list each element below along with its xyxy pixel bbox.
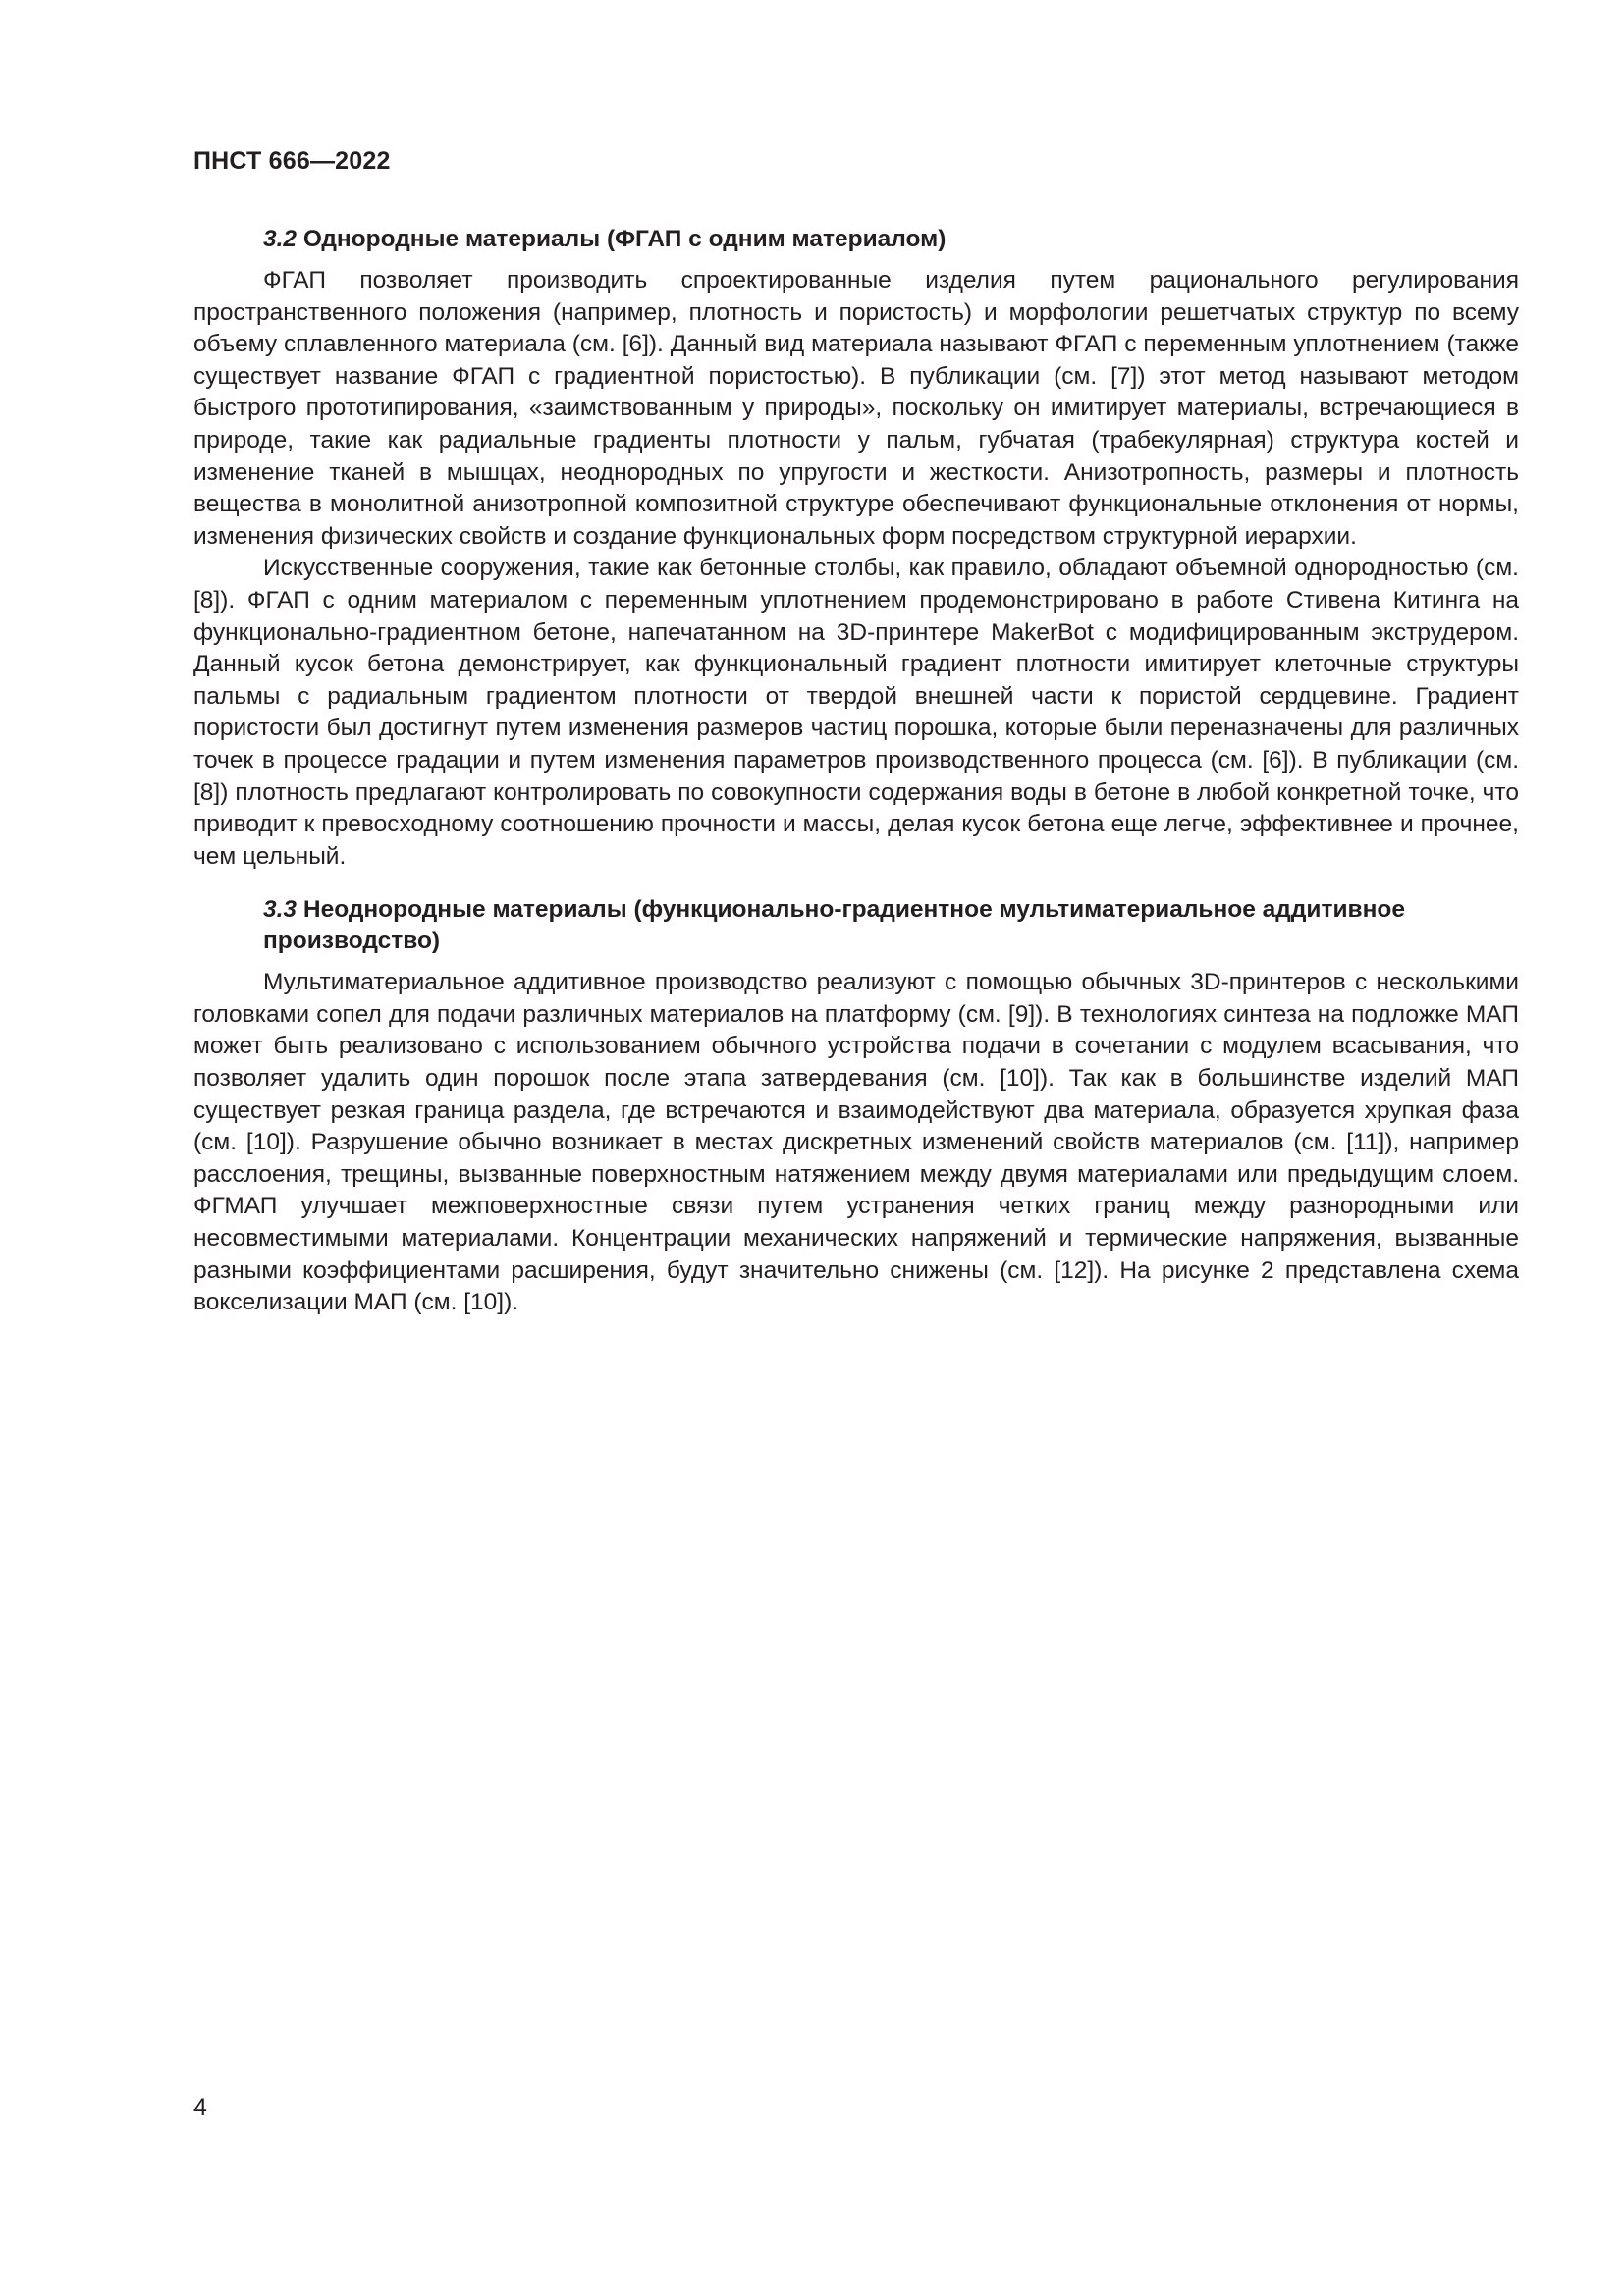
section-heading bbox=[193, 894, 1519, 957]
section-3-3 bbox=[193, 894, 1519, 1319]
section-number: 3.3 bbox=[263, 896, 298, 924]
section-heading bbox=[193, 224, 1519, 255]
section-3-2 bbox=[193, 224, 1519, 873]
paragraph: Искусственные сооружения, такие как бетонные столбы, как правило, обладают объемной однородностью (см. [8]). ФГАП с одним материалом с переменным уплотнением продемонстрировано в работе Стивена Китинга на функционально-градиентном бетоне, напечатанном на 3D-принтере MakerBot с модифицированным экструдером. Данный кусок бетона демонстрирует, как функциональный градиент плотности имитирует клеточные структуры пальмы с радиальным градиентом плотности от твердой внешней части к пористой сердцевине. Градиент пористости был достигнут путем изменения размеров частиц порошка, которые были переназначены для различных точек в процессе градации и путем изменения параметров производственного процесса (см. [6]). В публикации (см. [8]) плотность предлагают контролировать по совокупности содержания воды в бетоне в любой конкретной точке, что приводит к превосходному соотношению прочности и массы, делая кусок бетона еще легче, эффективнее и прочнее, чем цельный. bbox=[193, 555, 1519, 870]
page-content bbox=[193, 224, 1519, 1341]
section-title: Однородные материалы (ФГАП с одним материалом) bbox=[297, 226, 947, 252]
section-number: 3.2 bbox=[263, 226, 298, 252]
page-number: 4 bbox=[193, 2094, 207, 2121]
paragraph: Мультиматериальное аддитивное производство реализуют с помощью обычных 3D-принтеров с несколькими головками сопел для подачи различных материалов на платформу (см. [9]). В технологиях синтеза на подложке МАП может быть реализовано с использованием обычного устройства подачи в сочетании с модулем всасывания, что позволяет удалить один порошок после этапа затвердевания (см. [10]). Так как в большинстве изделий МАП существует резкая граница раздела, где встречаются и взаимодействуют два материала, образуется хрупкая фаза (см. [10]). Разрушение обычно возникает в местах дискретных изменений свойств материалов (см. [11]), например расслоения, трещины, вызванные поверхностным натяжением между двумя материалами или предыдущим слоем. ФГМАП улучшает межповерхностные связи путем устранения четких границ между разнородными или несовместимыми материалами. Концентрации механических напряжений и термические напряжения, вызванные разными коэффициентами расширения, будут значительно снижены (см. [12]). На рисунке 2 представлена схема вокселизации МАП (см. [10]). bbox=[193, 969, 1519, 1316]
section-title: Неоднородные материалы (функционально-градиентное мультиматериальное аддитивное производство) bbox=[263, 896, 1405, 955]
document-code: ПНСТ 666—2022 bbox=[193, 147, 391, 175]
paragraph: ФГАП позволяет производить спроектированные изделия путем рационального регулирования пространственного положения (например, плотность и пористость) и морфологии решетчатых структур по всему объему сплавленного материала (см. [6]). Данный вид материала называют ФГАП с переменным уплотнением (также существует название ФГАП с градиентной пористостью). В публикации (см. [7]) этот метод называют методом быстрого прототипирования, «заимствованным у природы», поскольку он имитирует материалы, встречающиеся в природе, такие как радиальные градиенты плотности у пальм, губчатая (трабекулярная) структура костей и изменение тканей в мышцах, неоднородных по упругости и жесткости. Анизотропность, размеры и плотность вещества в монолитной анизотропной композитной структуре обеспечивают функциональные отклонения от нормы, изменения физических свойств и создание функциональных форм посредством структурной иерархии. bbox=[193, 267, 1519, 550]
